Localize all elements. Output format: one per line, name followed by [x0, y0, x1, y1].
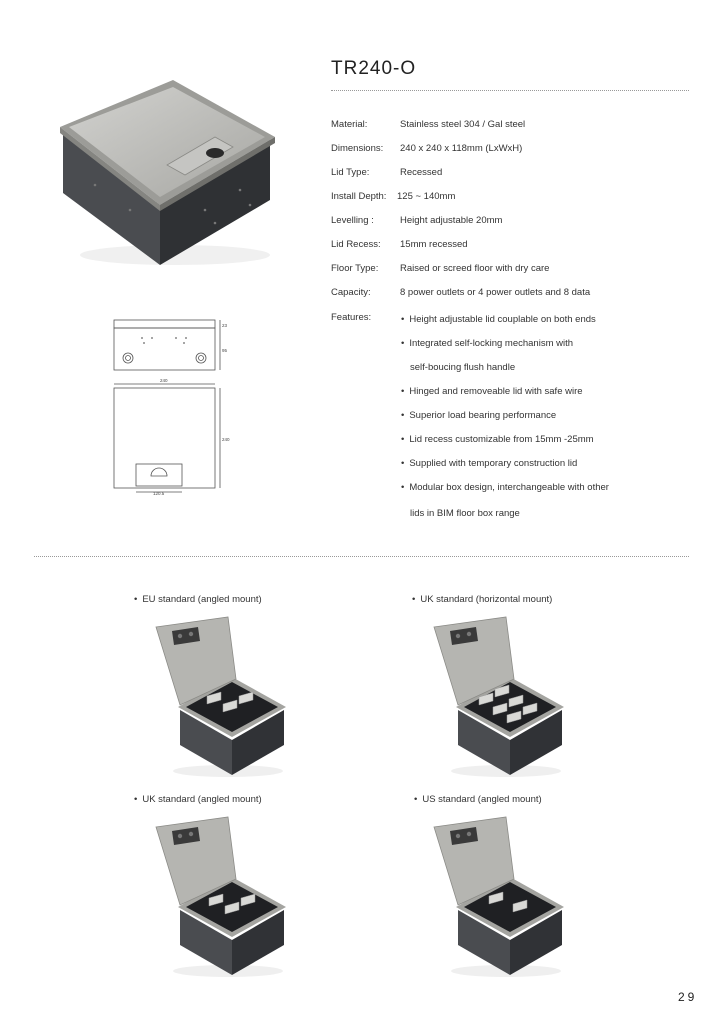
spec-label: Dimensions:	[331, 143, 384, 154]
product-title: TR240-O	[331, 58, 417, 79]
feature-item: • Integrated self-locking mechanism with	[401, 338, 573, 349]
dim-side-h2: 95	[222, 348, 228, 353]
feature-item: • Modular box design, interchangeable with other	[401, 482, 609, 493]
variant-caption-uk-angled: • UK standard (angled mount)	[134, 794, 262, 805]
spec-label: Capacity:	[331, 287, 371, 298]
dim-depth: 240	[222, 437, 230, 442]
variant-photo-eu-angled	[150, 615, 290, 780]
title-divider	[331, 90, 689, 91]
product-photo	[55, 75, 280, 270]
features-label: Features:	[331, 312, 372, 323]
feature-item: • Supplied with temporary construction lid	[401, 458, 577, 469]
feature-item: • Lid recess customizable from 15mm -25mm	[401, 434, 594, 445]
spec-value: Raised or screed floor with dry care	[400, 263, 550, 274]
section-divider	[34, 556, 689, 557]
page-number: 29	[678, 990, 698, 1004]
technical-drawing	[108, 316, 233, 496]
feature-item: lids in BIM floor box range	[410, 508, 520, 519]
spec-value: Height adjustable 20mm	[400, 215, 503, 226]
spec-value: 125 ~ 140mm	[397, 191, 456, 202]
feature-item: • Superior load bearing performance	[401, 410, 556, 421]
feature-item: • Height adjustable lid couplable on both ends	[401, 314, 596, 325]
variant-caption-us-angled: • US standard (angled mount)	[414, 794, 542, 805]
spec-label: Lid Recess:	[331, 239, 381, 250]
dim-side-h1: 23	[222, 323, 228, 328]
variant-photo-uk-angled	[150, 815, 290, 980]
spec-value: 15mm recessed	[400, 239, 468, 250]
variant-caption-uk-horizontal: • UK standard (horizontal mount)	[412, 594, 552, 605]
spec-label: Levelling :	[331, 215, 374, 226]
variant-photo-uk-horizontal	[428, 615, 568, 780]
dim-handle: 120.5	[153, 491, 165, 496]
feature-item: • Hinged and removeable lid with safe wire	[401, 386, 583, 397]
spec-value: Recessed	[400, 167, 443, 178]
spec-label: Lid Type:	[331, 167, 370, 178]
spec-value: 240 x 240 x 118mm (LxWxH)	[400, 143, 523, 154]
spec-label: Material:	[331, 119, 368, 130]
spec-value: Stainless steel 304 / Gal steel	[400, 119, 526, 130]
dim-width: 240	[160, 378, 168, 383]
variant-caption-eu-angled: • EU standard (angled mount)	[134, 594, 262, 605]
spec-label: Floor Type:	[331, 263, 379, 274]
feature-item: self-boucing flush handle	[410, 362, 516, 373]
variant-photo-us-angled	[428, 815, 568, 980]
spec-label: Install Depth:	[331, 191, 387, 202]
spec-value: 8 power outlets or 4 power outlets and 8 data	[400, 287, 591, 298]
